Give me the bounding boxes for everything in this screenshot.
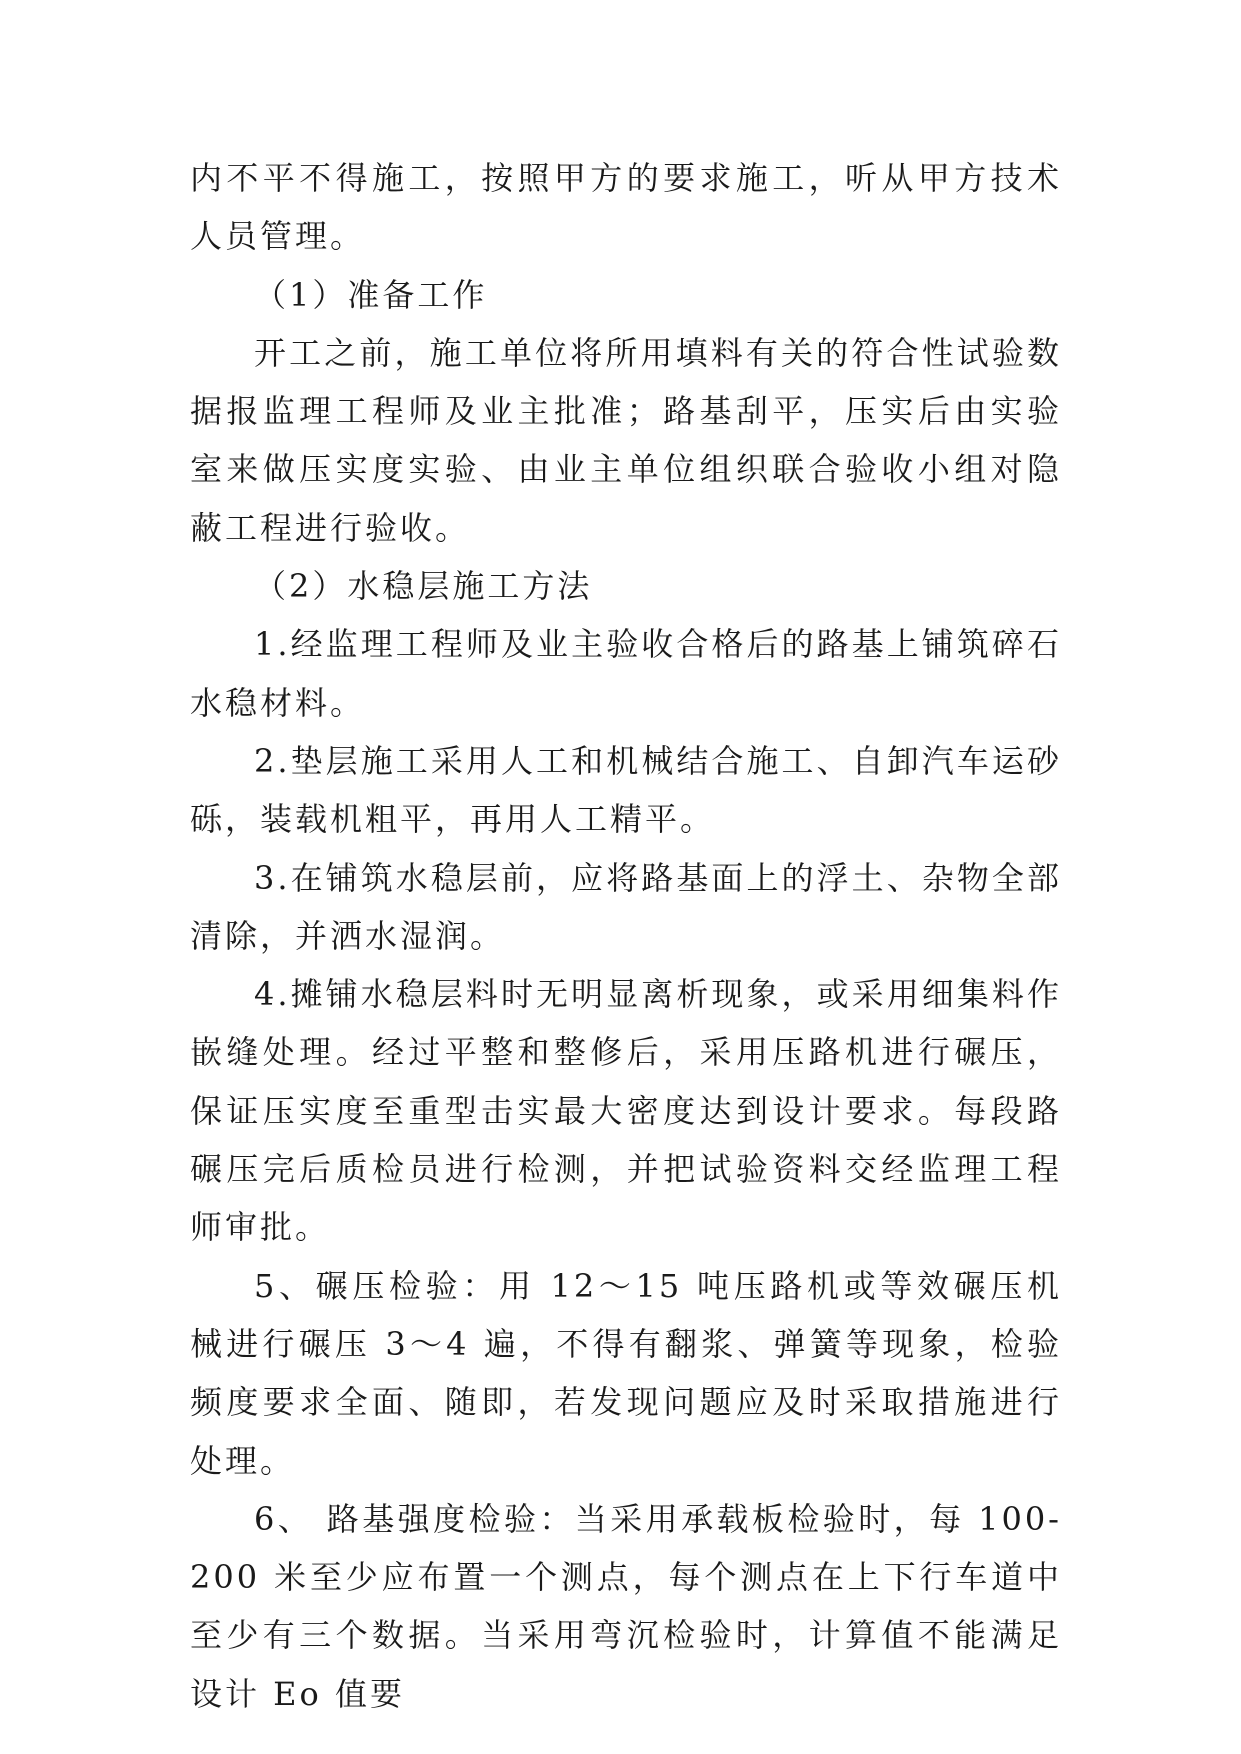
paragraph-continuation: 内不平不得施工，按照甲方的要求施工，听从甲方技术人员管理。	[190, 159, 1062, 256]
step-3: 3.在铺筑水稳层前，应将路基面上的浮土、杂物全部清除，并洒水湿润。	[190, 858, 1062, 955]
document-body	[190, 149, 1062, 1723]
step-5: 5、碾压检验：用 12～15 吨压路机或等效碾压机械进行碾压 3～4 遍，不得有翻浆、弹簧等现象，检验频度要求全面、随即，若发现问题应及时采取措施进行处理。	[190, 1266, 1062, 1480]
paragraph-preparation: 开工之前，施工单位将所用填料有关的符合性试验数据报监理工程师及业主批准；路基刮平，压实后由实验室来做压实度实验、由业主单位组织联合验收小组对隐蔽工程进行验收。	[190, 333, 1062, 547]
section-heading-water-stable-layer: （2）水稳层施工方法	[254, 567, 593, 606]
step-4: 4.摊铺水稳层料时无明显离析现象，或采用细集料作嵌缝处理。经过平整和整修后，采用压路机进行碾压，保证压实度至重型击实最大密度达到设计要求。每段路碾压完后质检员进行检测，并把试验资料交经监理工程师审批。	[190, 975, 1062, 1247]
section-heading-preparation: （1）准备工作	[254, 275, 488, 314]
step-6: 6、 路基强度检验：当采用承载板检验时，每 100-200 米至少应布置一个测点，每个测点在上下行车道中至少有三个数据。当采用弯沉检验时，计算值不能满足设计 Eo 值要	[190, 1499, 1062, 1713]
step-2: 2.垫层施工采用人工和机械结合施工、自卸汽车运砂砾，装载机粗平，再用人工精平。	[190, 741, 1062, 839]
step-1: 1.经监理工程师及业主验收合格后的路基上铺筑碎石水稳材料。	[190, 625, 1062, 722]
